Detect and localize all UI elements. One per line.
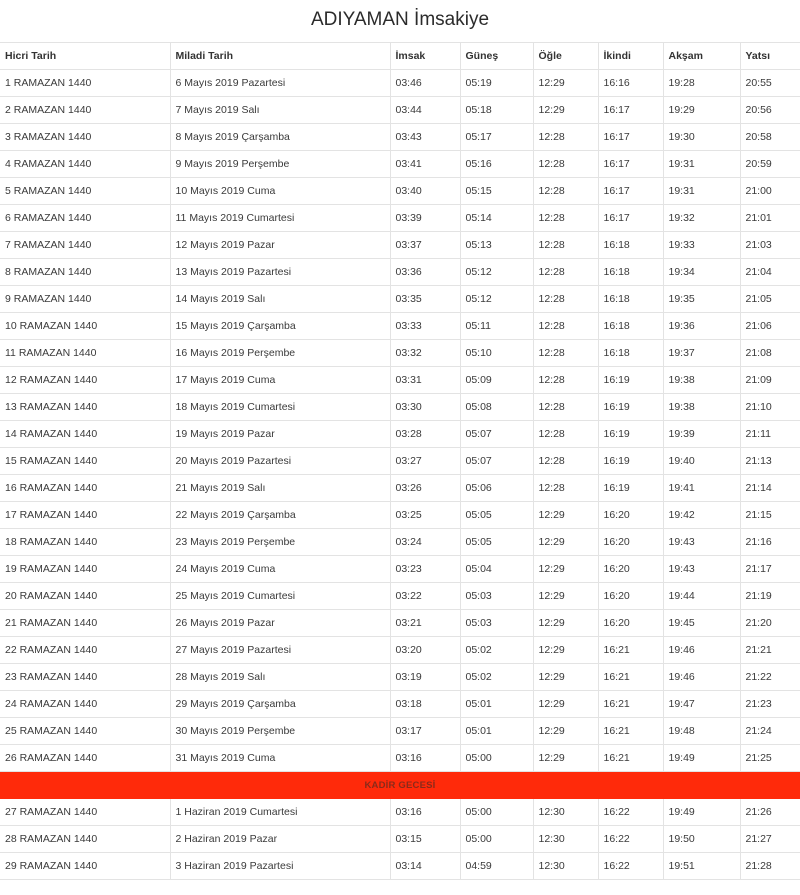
cell-yatsi: 21:27 bbox=[740, 826, 800, 853]
table-row bbox=[0, 286, 800, 313]
cell-gunes: 05:00 bbox=[460, 826, 533, 853]
column-header-aksam: Akşam bbox=[663, 43, 740, 70]
cell-yatsi: 21:26 bbox=[740, 799, 800, 826]
table-row bbox=[0, 205, 800, 232]
cell-ogle: 12:29 bbox=[533, 691, 598, 718]
cell-ikindi: 16:19 bbox=[598, 475, 663, 502]
table-row bbox=[0, 367, 800, 394]
cell-imsak: 03:41 bbox=[390, 151, 460, 178]
cell-miladi-tarih: 3 Haziran 2019 Pazartesi bbox=[170, 853, 390, 880]
cell-ogle: 12:29 bbox=[533, 97, 598, 124]
cell-aksam: 19:33 bbox=[663, 232, 740, 259]
cell-gunes: 05:02 bbox=[460, 664, 533, 691]
cell-hicri-tarih: 17 RAMAZAN 1440 bbox=[0, 502, 170, 529]
cell-hicri-tarih: 18 RAMAZAN 1440 bbox=[0, 529, 170, 556]
cell-yatsi: 21:17 bbox=[740, 556, 800, 583]
cell-aksam: 19:43 bbox=[663, 529, 740, 556]
cell-ikindi: 16:19 bbox=[598, 448, 663, 475]
table-row bbox=[0, 691, 800, 718]
cell-yatsi: 21:09 bbox=[740, 367, 800, 394]
cell-miladi-tarih: 16 Mayıs 2019 Perşembe bbox=[170, 340, 390, 367]
cell-yatsi: 21:06 bbox=[740, 313, 800, 340]
cell-yatsi: 20:56 bbox=[740, 97, 800, 124]
cell-imsak: 03:25 bbox=[390, 502, 460, 529]
cell-ogle: 12:29 bbox=[533, 664, 598, 691]
cell-imsak: 03:35 bbox=[390, 286, 460, 313]
cell-hicri-tarih: 8 RAMAZAN 1440 bbox=[0, 259, 170, 286]
cell-ogle: 12:28 bbox=[533, 340, 598, 367]
cell-gunes: 05:05 bbox=[460, 502, 533, 529]
table-row bbox=[0, 421, 800, 448]
cell-yatsi: 20:55 bbox=[740, 70, 800, 97]
cell-ikindi: 16:22 bbox=[598, 853, 663, 880]
cell-aksam: 19:41 bbox=[663, 475, 740, 502]
cell-gunes: 05:11 bbox=[460, 313, 533, 340]
cell-hicri-tarih: 2 RAMAZAN 1440 bbox=[0, 97, 170, 124]
cell-gunes: 05:00 bbox=[460, 799, 533, 826]
cell-aksam: 19:50 bbox=[663, 826, 740, 853]
table-row bbox=[0, 745, 800, 772]
cell-yatsi: 20:59 bbox=[740, 151, 800, 178]
cell-ogle: 12:30 bbox=[533, 799, 598, 826]
table-row bbox=[0, 853, 800, 880]
cell-miladi-tarih: 18 Mayıs 2019 Cumartesi bbox=[170, 394, 390, 421]
cell-gunes: 05:09 bbox=[460, 367, 533, 394]
cell-miladi-tarih: 19 Mayıs 2019 Pazar bbox=[170, 421, 390, 448]
cell-ogle: 12:28 bbox=[533, 421, 598, 448]
table-row bbox=[0, 826, 800, 853]
column-header-ogle: Öğle bbox=[533, 43, 598, 70]
cell-aksam: 19:43 bbox=[663, 556, 740, 583]
cell-ikindi: 16:20 bbox=[598, 556, 663, 583]
cell-gunes: 05:10 bbox=[460, 340, 533, 367]
cell-aksam: 19:42 bbox=[663, 502, 740, 529]
cell-hicri-tarih: 13 RAMAZAN 1440 bbox=[0, 394, 170, 421]
cell-aksam: 19:49 bbox=[663, 799, 740, 826]
cell-yatsi: 21:03 bbox=[740, 232, 800, 259]
cell-ikindi: 16:17 bbox=[598, 97, 663, 124]
cell-imsak: 03:26 bbox=[390, 475, 460, 502]
cell-yatsi: 21:13 bbox=[740, 448, 800, 475]
cell-hicri-tarih: 1 RAMAZAN 1440 bbox=[0, 70, 170, 97]
cell-miladi-tarih: 9 Mayıs 2019 Perşembe bbox=[170, 151, 390, 178]
cell-ogle: 12:29 bbox=[533, 610, 598, 637]
cell-miladi-tarih: 2 Haziran 2019 Pazar bbox=[170, 826, 390, 853]
cell-gunes: 05:19 bbox=[460, 70, 533, 97]
cell-hicri-tarih: 15 RAMAZAN 1440 bbox=[0, 448, 170, 475]
cell-miladi-tarih: 12 Mayıs 2019 Pazar bbox=[170, 232, 390, 259]
cell-yatsi: 21:20 bbox=[740, 610, 800, 637]
cell-gunes: 05:12 bbox=[460, 259, 533, 286]
cell-gunes: 05:13 bbox=[460, 232, 533, 259]
column-header-hicri-tarih: Hicri Tarih bbox=[0, 43, 170, 70]
cell-aksam: 19:28 bbox=[663, 70, 740, 97]
cell-yatsi: 21:19 bbox=[740, 583, 800, 610]
cell-ikindi: 16:16 bbox=[598, 70, 663, 97]
cell-aksam: 19:32 bbox=[663, 205, 740, 232]
cell-imsak: 03:46 bbox=[390, 70, 460, 97]
table-row bbox=[0, 529, 800, 556]
cell-miladi-tarih: 31 Mayıs 2019 Cuma bbox=[170, 745, 390, 772]
cell-miladi-tarih: 24 Mayıs 2019 Cuma bbox=[170, 556, 390, 583]
cell-yatsi: 21:24 bbox=[740, 718, 800, 745]
table-row bbox=[0, 637, 800, 664]
cell-ikindi: 16:17 bbox=[598, 124, 663, 151]
cell-imsak: 03:15 bbox=[390, 826, 460, 853]
cell-yatsi: 21:15 bbox=[740, 502, 800, 529]
cell-gunes: 05:07 bbox=[460, 421, 533, 448]
cell-ikindi: 16:20 bbox=[598, 610, 663, 637]
table-row bbox=[0, 475, 800, 502]
table-row bbox=[0, 97, 800, 124]
cell-ikindi: 16:21 bbox=[598, 637, 663, 664]
cell-imsak: 03:36 bbox=[390, 259, 460, 286]
cell-aksam: 19:31 bbox=[663, 178, 740, 205]
cell-gunes: 05:03 bbox=[460, 610, 533, 637]
table-row bbox=[0, 151, 800, 178]
cell-imsak: 03:31 bbox=[390, 367, 460, 394]
cell-miladi-tarih: 21 Mayıs 2019 Salı bbox=[170, 475, 390, 502]
cell-gunes: 05:12 bbox=[460, 286, 533, 313]
cell-ogle: 12:29 bbox=[533, 556, 598, 583]
cell-ikindi: 16:17 bbox=[598, 205, 663, 232]
cell-yatsi: 21:04 bbox=[740, 259, 800, 286]
cell-yatsi: 21:16 bbox=[740, 529, 800, 556]
table-row bbox=[0, 556, 800, 583]
cell-miladi-tarih: 6 Mayıs 2019 Pazartesi bbox=[170, 70, 390, 97]
cell-gunes: 05:00 bbox=[460, 745, 533, 772]
cell-ikindi: 16:17 bbox=[598, 178, 663, 205]
cell-yatsi: 21:10 bbox=[740, 394, 800, 421]
cell-gunes: 05:17 bbox=[460, 124, 533, 151]
cell-ikindi: 16:21 bbox=[598, 691, 663, 718]
cell-miladi-tarih: 17 Mayıs 2019 Cuma bbox=[170, 367, 390, 394]
cell-miladi-tarih: 8 Mayıs 2019 Çarşamba bbox=[170, 124, 390, 151]
column-header-gunes: Güneş bbox=[460, 43, 533, 70]
cell-aksam: 19:51 bbox=[663, 853, 740, 880]
cell-ogle: 12:29 bbox=[533, 583, 598, 610]
cell-hicri-tarih: 22 RAMAZAN 1440 bbox=[0, 637, 170, 664]
page-title: ADIYAMAN İmsakiye bbox=[310, 9, 490, 30]
cell-ogle: 12:30 bbox=[533, 853, 598, 880]
cell-yatsi: 21:23 bbox=[740, 691, 800, 718]
cell-gunes: 05:01 bbox=[460, 691, 533, 718]
cell-hicri-tarih: 29 RAMAZAN 1440 bbox=[0, 853, 170, 880]
cell-imsak: 03:18 bbox=[390, 691, 460, 718]
cell-ogle: 12:29 bbox=[533, 718, 598, 745]
cell-hicri-tarih: 27 RAMAZAN 1440 bbox=[0, 799, 170, 826]
cell-yatsi: 21:05 bbox=[740, 286, 800, 313]
cell-miladi-tarih: 7 Mayıs 2019 Salı bbox=[170, 97, 390, 124]
table-row bbox=[0, 664, 800, 691]
cell-gunes: 05:15 bbox=[460, 178, 533, 205]
cell-hicri-tarih: 28 RAMAZAN 1440 bbox=[0, 826, 170, 853]
table-row bbox=[0, 583, 800, 610]
cell-miladi-tarih: 23 Mayıs 2019 Perşembe bbox=[170, 529, 390, 556]
cell-hicri-tarih: 25 RAMAZAN 1440 bbox=[0, 718, 170, 745]
cell-miladi-tarih: 27 Mayıs 2019 Pazartesi bbox=[170, 637, 390, 664]
table-row bbox=[0, 799, 800, 826]
cell-yatsi: 21:01 bbox=[740, 205, 800, 232]
cell-ikindi: 16:20 bbox=[598, 583, 663, 610]
cell-ogle: 12:28 bbox=[533, 286, 598, 313]
cell-aksam: 19:36 bbox=[663, 313, 740, 340]
column-header-imsak: İmsak bbox=[390, 43, 460, 70]
cell-yatsi: 21:21 bbox=[740, 637, 800, 664]
column-header-miladi-tarih: Miladi Tarih bbox=[170, 43, 390, 70]
cell-ogle: 12:29 bbox=[533, 637, 598, 664]
cell-yatsi: 21:11 bbox=[740, 421, 800, 448]
cell-hicri-tarih: 4 RAMAZAN 1440 bbox=[0, 151, 170, 178]
cell-hicri-tarih: 9 RAMAZAN 1440 bbox=[0, 286, 170, 313]
cell-miladi-tarih: 13 Mayıs 2019 Pazartesi bbox=[170, 259, 390, 286]
cell-miladi-tarih: 30 Mayıs 2019 Perşembe bbox=[170, 718, 390, 745]
cell-yatsi: 20:58 bbox=[740, 124, 800, 151]
cell-imsak: 03:14 bbox=[390, 853, 460, 880]
table-row bbox=[0, 70, 800, 97]
cell-ikindi: 16:18 bbox=[598, 313, 663, 340]
cell-gunes: 05:02 bbox=[460, 637, 533, 664]
cell-aksam: 19:37 bbox=[663, 340, 740, 367]
cell-hicri-tarih: 14 RAMAZAN 1440 bbox=[0, 421, 170, 448]
cell-ogle: 12:28 bbox=[533, 367, 598, 394]
cell-ikindi: 16:18 bbox=[598, 286, 663, 313]
cell-ogle: 12:28 bbox=[533, 205, 598, 232]
cell-hicri-tarih: 24 RAMAZAN 1440 bbox=[0, 691, 170, 718]
cell-ogle: 12:29 bbox=[533, 745, 598, 772]
cell-ogle: 12:28 bbox=[533, 124, 598, 151]
cell-gunes: 05:05 bbox=[460, 529, 533, 556]
cell-aksam: 19:31 bbox=[663, 151, 740, 178]
cell-miladi-tarih: 1 Haziran 2019 Cumartesi bbox=[170, 799, 390, 826]
cell-imsak: 03:30 bbox=[390, 394, 460, 421]
cell-gunes: 05:14 bbox=[460, 205, 533, 232]
cell-imsak: 03:17 bbox=[390, 718, 460, 745]
cell-hicri-tarih: 16 RAMAZAN 1440 bbox=[0, 475, 170, 502]
table-header-row bbox=[0, 43, 800, 70]
cell-ikindi: 16:19 bbox=[598, 394, 663, 421]
cell-ikindi: 16:21 bbox=[598, 718, 663, 745]
cell-yatsi: 21:25 bbox=[740, 745, 800, 772]
cell-ikindi: 16:18 bbox=[598, 259, 663, 286]
table-row bbox=[0, 718, 800, 745]
cell-ogle: 12:28 bbox=[533, 232, 598, 259]
cell-ogle: 12:28 bbox=[533, 151, 598, 178]
column-header-ikindi: İkindi bbox=[598, 43, 663, 70]
cell-gunes: 05:08 bbox=[460, 394, 533, 421]
cell-gunes: 05:01 bbox=[460, 718, 533, 745]
cell-yatsi: 21:00 bbox=[740, 178, 800, 205]
table-row bbox=[0, 502, 800, 529]
cell-imsak: 03:43 bbox=[390, 124, 460, 151]
cell-hicri-tarih: 3 RAMAZAN 1440 bbox=[0, 124, 170, 151]
cell-aksam: 19:46 bbox=[663, 637, 740, 664]
cell-yatsi: 21:08 bbox=[740, 340, 800, 367]
cell-ogle: 12:30 bbox=[533, 826, 598, 853]
cell-aksam: 19:34 bbox=[663, 259, 740, 286]
kadir-gecesi-label: KADİR GECESİ bbox=[0, 772, 800, 799]
table-row bbox=[0, 394, 800, 421]
table-row bbox=[0, 232, 800, 259]
cell-imsak: 03:24 bbox=[390, 529, 460, 556]
cell-imsak: 03:22 bbox=[390, 583, 460, 610]
cell-imsak: 03:40 bbox=[390, 178, 460, 205]
cell-ikindi: 16:22 bbox=[598, 799, 663, 826]
table-row bbox=[0, 124, 800, 151]
cell-miladi-tarih: 20 Mayıs 2019 Pazartesi bbox=[170, 448, 390, 475]
table-row bbox=[0, 313, 800, 340]
table-row bbox=[0, 448, 800, 475]
cell-imsak: 03:23 bbox=[390, 556, 460, 583]
cell-hicri-tarih: 19 RAMAZAN 1440 bbox=[0, 556, 170, 583]
cell-aksam: 19:49 bbox=[663, 745, 740, 772]
cell-ikindi: 16:19 bbox=[598, 421, 663, 448]
cell-ogle: 12:28 bbox=[533, 448, 598, 475]
cell-hicri-tarih: 23 RAMAZAN 1440 bbox=[0, 664, 170, 691]
cell-miladi-tarih: 22 Mayıs 2019 Çarşamba bbox=[170, 502, 390, 529]
cell-imsak: 03:21 bbox=[390, 610, 460, 637]
cell-ogle: 12:28 bbox=[533, 475, 598, 502]
cell-hicri-tarih: 21 RAMAZAN 1440 bbox=[0, 610, 170, 637]
cell-imsak: 03:27 bbox=[390, 448, 460, 475]
cell-aksam: 19:45 bbox=[663, 610, 740, 637]
cell-aksam: 19:39 bbox=[663, 421, 740, 448]
cell-ogle: 12:29 bbox=[533, 70, 598, 97]
cell-aksam: 19:40 bbox=[663, 448, 740, 475]
cell-ikindi: 16:20 bbox=[598, 529, 663, 556]
cell-gunes: 05:18 bbox=[460, 97, 533, 124]
cell-ogle: 12:28 bbox=[533, 313, 598, 340]
cell-ikindi: 16:19 bbox=[598, 367, 663, 394]
cell-ogle: 12:28 bbox=[533, 394, 598, 421]
cell-imsak: 03:16 bbox=[390, 745, 460, 772]
cell-miladi-tarih: 15 Mayıs 2019 Çarşamba bbox=[170, 313, 390, 340]
cell-ikindi: 16:18 bbox=[598, 340, 663, 367]
cell-imsak: 03:19 bbox=[390, 664, 460, 691]
kadir-gecesi-band bbox=[0, 772, 800, 799]
cell-ogle: 12:29 bbox=[533, 529, 598, 556]
cell-imsak: 03:28 bbox=[390, 421, 460, 448]
cell-imsak: 03:20 bbox=[390, 637, 460, 664]
cell-gunes: 05:06 bbox=[460, 475, 533, 502]
imsakiye-table bbox=[0, 42, 800, 880]
cell-imsak: 03:37 bbox=[390, 232, 460, 259]
cell-hicri-tarih: 6 RAMAZAN 1440 bbox=[0, 205, 170, 232]
cell-aksam: 19:46 bbox=[663, 664, 740, 691]
cell-miladi-tarih: 11 Mayıs 2019 Cumartesi bbox=[170, 205, 390, 232]
cell-imsak: 03:16 bbox=[390, 799, 460, 826]
table-row bbox=[0, 259, 800, 286]
cell-hicri-tarih: 11 RAMAZAN 1440 bbox=[0, 340, 170, 367]
cell-yatsi: 21:28 bbox=[740, 853, 800, 880]
cell-hicri-tarih: 7 RAMAZAN 1440 bbox=[0, 232, 170, 259]
cell-gunes: 05:04 bbox=[460, 556, 533, 583]
column-header-yatsi: Yatsı bbox=[740, 43, 800, 70]
cell-ogle: 12:28 bbox=[533, 178, 598, 205]
cell-gunes: 05:03 bbox=[460, 583, 533, 610]
cell-aksam: 19:44 bbox=[663, 583, 740, 610]
cell-gunes: 05:07 bbox=[460, 448, 533, 475]
cell-aksam: 19:29 bbox=[663, 97, 740, 124]
cell-imsak: 03:32 bbox=[390, 340, 460, 367]
cell-ikindi: 16:22 bbox=[598, 826, 663, 853]
cell-hicri-tarih: 20 RAMAZAN 1440 bbox=[0, 583, 170, 610]
table-row bbox=[0, 340, 800, 367]
cell-aksam: 19:38 bbox=[663, 394, 740, 421]
cell-ikindi: 16:17 bbox=[598, 151, 663, 178]
cell-ikindi: 16:21 bbox=[598, 745, 663, 772]
cell-yatsi: 21:14 bbox=[740, 475, 800, 502]
cell-miladi-tarih: 25 Mayıs 2019 Cumartesi bbox=[170, 583, 390, 610]
cell-miladi-tarih: 10 Mayıs 2019 Cuma bbox=[170, 178, 390, 205]
cell-ogle: 12:29 bbox=[533, 502, 598, 529]
cell-gunes: 05:16 bbox=[460, 151, 533, 178]
cell-hicri-tarih: 10 RAMAZAN 1440 bbox=[0, 313, 170, 340]
cell-hicri-tarih: 5 RAMAZAN 1440 bbox=[0, 178, 170, 205]
cell-ikindi: 16:21 bbox=[598, 664, 663, 691]
cell-aksam: 19:47 bbox=[663, 691, 740, 718]
cell-aksam: 19:48 bbox=[663, 718, 740, 745]
cell-imsak: 03:44 bbox=[390, 97, 460, 124]
cell-ikindi: 16:18 bbox=[598, 232, 663, 259]
cell-gunes: 04:59 bbox=[460, 853, 533, 880]
cell-miladi-tarih: 26 Mayıs 2019 Pazar bbox=[170, 610, 390, 637]
cell-aksam: 19:30 bbox=[663, 124, 740, 151]
cell-aksam: 19:38 bbox=[663, 367, 740, 394]
cell-miladi-tarih: 29 Mayıs 2019 Çarşamba bbox=[170, 691, 390, 718]
cell-ikindi: 16:20 bbox=[598, 502, 663, 529]
cell-hicri-tarih: 26 RAMAZAN 1440 bbox=[0, 745, 170, 772]
cell-ogle: 12:28 bbox=[533, 259, 598, 286]
cell-imsak: 03:33 bbox=[390, 313, 460, 340]
cell-miladi-tarih: 28 Mayıs 2019 Salı bbox=[170, 664, 390, 691]
cell-hicri-tarih: 12 RAMAZAN 1440 bbox=[0, 367, 170, 394]
cell-aksam: 19:35 bbox=[663, 286, 740, 313]
cell-miladi-tarih: 14 Mayıs 2019 Salı bbox=[170, 286, 390, 313]
cell-imsak: 03:39 bbox=[390, 205, 460, 232]
table-row bbox=[0, 610, 800, 637]
table-row bbox=[0, 178, 800, 205]
cell-yatsi: 21:22 bbox=[740, 664, 800, 691]
